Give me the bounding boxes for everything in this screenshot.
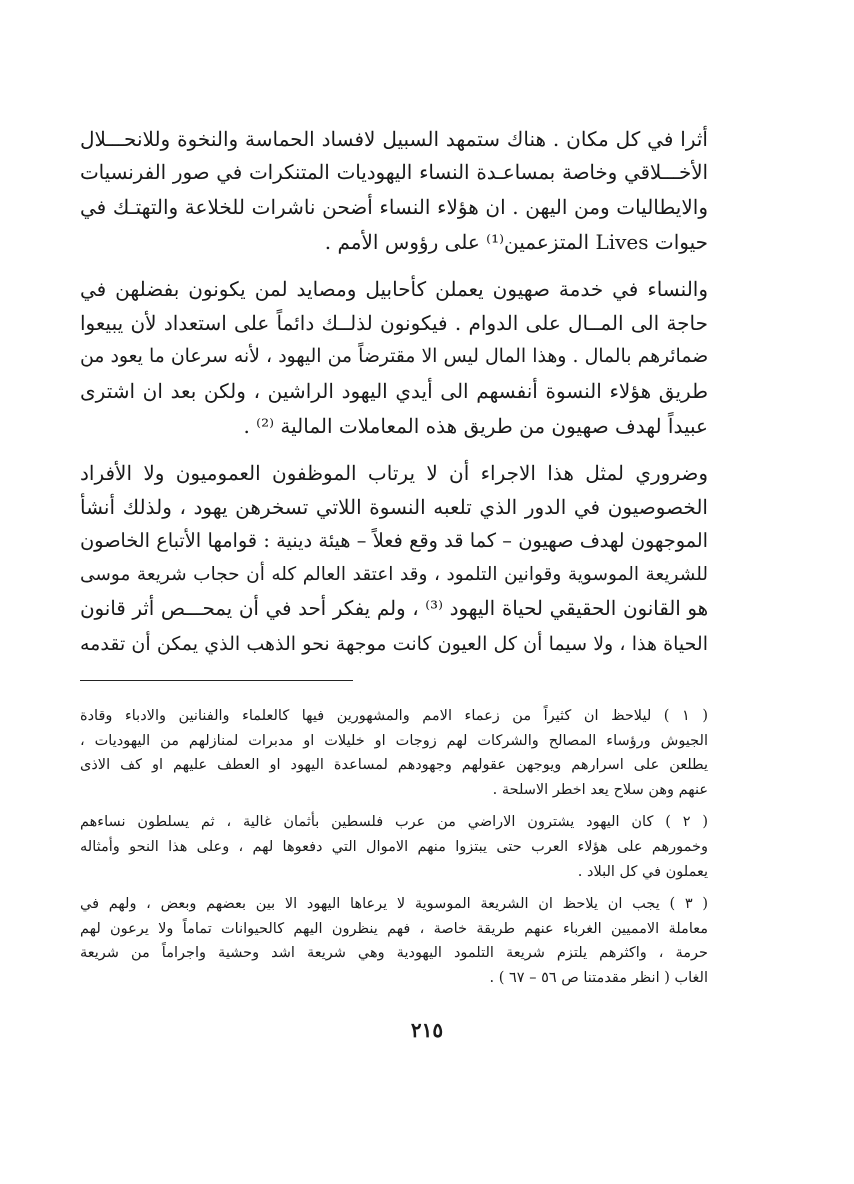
text-line: وضروري لمثل هذا الاجراء أن لا يرتاب الموظفون العموميون ولا الأفراد: [80, 460, 708, 485]
footnote-line: يطلعن على اسرارهم ويوجهن عقولهم وجهودهم لمساعدة اليهود او العطف عليهم او كف الاذى: [80, 757, 708, 774]
text-line: عبيداً لهدف صهيون من طريق هذه المعاملات المالية ⁽²⁾ .: [243, 413, 708, 438]
footnote-line: ( ١ ) ليلاحظ ان كثيراً من زعماء الامم والمشهورين فيها كالعلماء والفنانين والادباء وقادة: [80, 708, 708, 724]
footnote-gap: [80, 802, 708, 810]
text-line: حاجة الى المــال على الدوام . فيكونون لذلــك دائماً على استعداد لأن يبيعوا: [80, 310, 708, 335]
text-line: الموجهون لهدف صهيون – كما قد وقع فعلاً – هيئة دينية : قوامها الأتباع الخاصون: [80, 529, 708, 553]
text-line: حيوات Lives المتزعمين⁽¹⁾ على رؤوس الأمم .: [324, 229, 708, 254]
paragraph-gap: [80, 259, 708, 272]
footnote-line: وخمورهم على هؤلاء العرب حتى يبتزوا منهم الاموال التي دفعوها لهم ، وعلى هذا النحو وأمثاله: [80, 838, 708, 855]
text-line: ضمائرهم بالمال . وهذا المال ليس الا مقترضاً من اليهود ، لأنه سرعان ما يعود من: [80, 346, 708, 368]
text-line: الخصوصيون في الدور الذي تلعبه النسوة اللاتي تسخرهن يهود ، ولذلك أنشأ: [80, 494, 708, 519]
footnote-line: الجيوش ورؤساء المصالح والشركات لهم زوجات او خليلات او مدبرات لمنازلهم من اليهوديات ،: [80, 732, 708, 749]
footnotes: [80, 704, 708, 991]
page-number: ٢١٥: [410, 1018, 444, 1042]
footnote-line: حرمة ، واكثرهم يلتزم شريعة التلمود اليهودية وهي شريعة اشد وحشية واجراماً من شريعة: [80, 945, 708, 962]
text-line: والنساء في خدمة صهيون يعملن كأحابيل ومصايد لمن يكونون بفضلهن في: [80, 276, 708, 301]
text-line: هو القانون الحقيقي لحياة اليهود ⁽³⁾ ، ولم يفكر أحد في أن يمحـــص أثر قانون: [80, 597, 709, 621]
footnote-line: ( ٣ ) يجب ان يلاحظ ان الشريعة الموسوية لا يرعاها اليهود الا بين بعضهم وبعض ، ولهم في: [80, 896, 708, 913]
text-line: والايطاليات ومن اليهن . ان هؤلاء النساء أضحن ناشرات للخلاعة والتهتـك في: [80, 195, 708, 220]
text-line: طريق هؤلاء النسوة أنفسهم الى أيدي اليهود الراشين ، ولكن بعد ان اشترى: [80, 379, 708, 404]
footnote-line: ( ٢ ) كان اليهود يشترون الاراضي من عرب فلسطين بأثمان غالية ، ثم يسلطون نساءهم: [80, 814, 708, 831]
main-text: [80, 122, 708, 661]
footnote-line: الغاب ( انظر مقدمتنا ص ٥٦ – ٦٧ ) .: [489, 969, 708, 986]
text-line: الحياة هذا ، ولا سيما أن كل العيون كانت موجهة نحو الذهب الذي يمكن أن تقدمه: [80, 632, 708, 655]
footnote-line: معاملة الامميين الغرباء عنهم طريقة خاصة ، فهم ينظرون اليهم كالحيوانات تماماً ولا يرعون لهم: [80, 920, 708, 937]
text-line: الأخـــلاقي وخاصة بمساعـدة النساء اليهوديات المتنكرات في صور الفرنسيات: [80, 161, 708, 185]
text-line: أثرا في كل مكان . هناك ستمهد السبيل لافساد الحماسة والنخوة وللانحـــلال: [80, 127, 708, 151]
paragraph-gap: [80, 443, 708, 456]
footnote-line: يعملون في كل البلاد .: [577, 863, 708, 880]
footnote-separator: [80, 680, 353, 681]
footnote-gap: [80, 884, 708, 892]
footnote-line: عنهم وهن سلاح يعد اخطر الاسلحة .: [492, 781, 708, 798]
text-line: للشريعة الموسوية وقوانين التلمود ، وقد اعتقد العالم كله أن حجاب شريعة موسى: [80, 564, 708, 586]
